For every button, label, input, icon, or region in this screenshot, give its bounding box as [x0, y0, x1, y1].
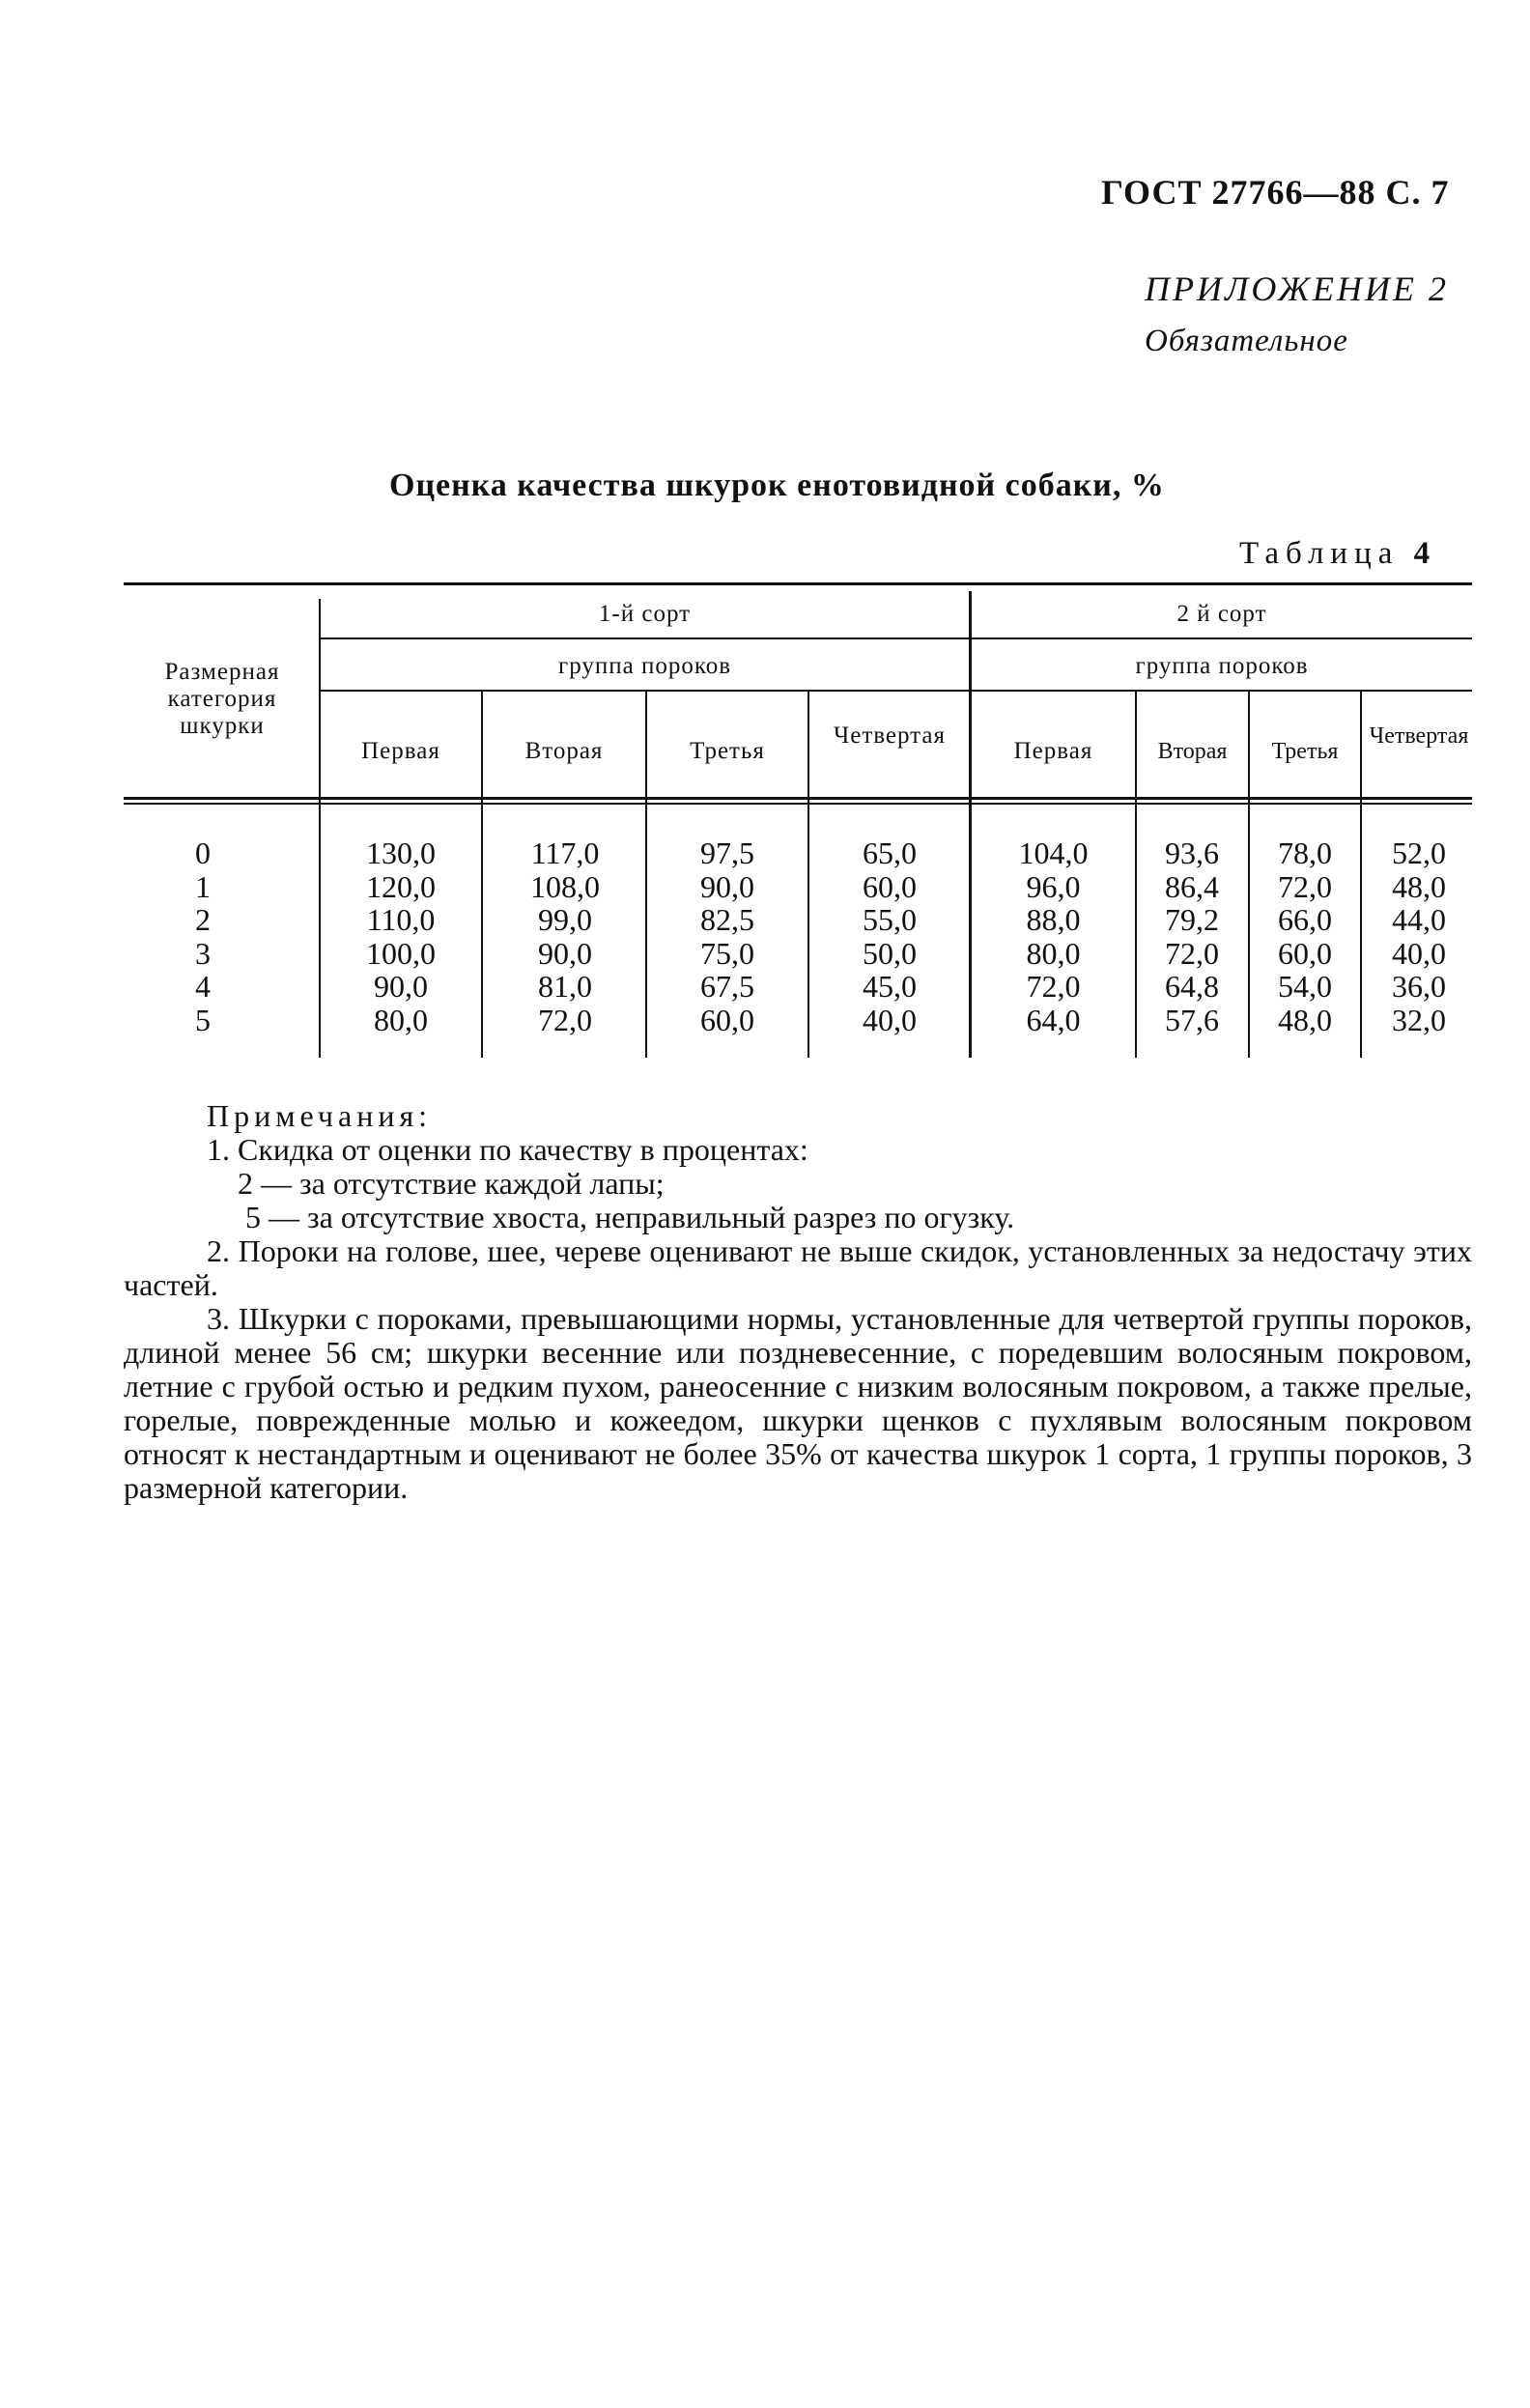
- quality-table: [0, 0, 1530, 1082]
- value-cell: 32,0: [1392, 1002, 1446, 1037]
- value-cell: 40,0: [1392, 935, 1446, 971]
- grade1-fourth-column: [817, 836, 962, 1037]
- column-header: Четвертая: [1369, 723, 1469, 749]
- value-cell: 66,0: [1278, 902, 1332, 938]
- grade2-second-column: [1140, 836, 1244, 1037]
- value-cell: 36,0: [1392, 969, 1446, 1005]
- value-cell: 78,0: [1278, 836, 1332, 870]
- value-cell: 52,0: [1392, 836, 1446, 870]
- grade-1-defects-group: группа пороков: [557, 653, 732, 679]
- value-cell: 48,0: [1392, 868, 1446, 904]
- value-cell: 54,0: [1278, 969, 1332, 1005]
- value-cell: 57,6: [1165, 1002, 1219, 1037]
- grade2-fourth-column: [1366, 836, 1472, 1037]
- value-cell: 130,0: [366, 836, 436, 870]
- standard-number: ГОСТ 27766—88 С. 7: [1101, 173, 1450, 212]
- value-cell: 40,0: [863, 1002, 917, 1037]
- value-cell: 108,0: [530, 868, 600, 904]
- grade1-third-column: [655, 836, 800, 1037]
- grade-1-header: 1-й сорт: [598, 601, 692, 627]
- category-column: [155, 836, 251, 1037]
- table-label-text: Таблица: [1239, 536, 1400, 571]
- column-divider: [1360, 692, 1362, 1058]
- value-cell: 100,0: [366, 935, 436, 971]
- category-cell: 3: [195, 935, 211, 971]
- value-cell: 110,0: [366, 902, 436, 938]
- column-header: Третья: [1271, 739, 1339, 764]
- value-cell: 82,5: [700, 902, 754, 938]
- value-cell: 55,0: [863, 902, 917, 938]
- value-cell: 60,0: [700, 1002, 754, 1037]
- column-header: Третья: [690, 738, 765, 764]
- value-cell: 60,0: [863, 868, 917, 904]
- column-divider: [808, 692, 809, 1058]
- note-1-item-a: 2 — за отсутствие каждой лапы;: [238, 1166, 665, 1201]
- header-bottom-rule-2: [124, 803, 1472, 805]
- column-header: Вторая: [1157, 739, 1228, 764]
- value-cell: 80,0: [374, 1002, 428, 1037]
- category-cell: 5: [195, 1002, 211, 1037]
- value-cell: 90,0: [700, 868, 754, 904]
- column-header: Вторая: [524, 738, 604, 764]
- table-number: 4: [1413, 536, 1431, 571]
- value-cell: 75,0: [700, 935, 754, 971]
- value-cell: 93,6: [1165, 836, 1219, 870]
- value-cell: 72,0: [1026, 969, 1081, 1005]
- grade-2-defects-group: группа пороков: [1135, 653, 1309, 679]
- value-cell: 65,0: [863, 836, 917, 870]
- appendix-status: Обязательное: [1145, 324, 1348, 358]
- value-cell: 90,0: [374, 969, 428, 1005]
- column-header: Четвертая: [833, 722, 947, 749]
- appendix-label: ПРИЛОЖЕНИЕ 2: [1145, 269, 1449, 308]
- value-cell: 72,0: [538, 1002, 592, 1037]
- category-cell: 4: [195, 969, 211, 1005]
- grade2-third-column: [1253, 836, 1357, 1037]
- note-2: 2. Пороки на голове, шее, череве оценивают не выше скидок, установленных за недостачу этих частей.: [124, 1233, 1472, 1302]
- value-cell: 60,0: [1278, 935, 1332, 971]
- note-1-item-b: 5 — за отсутствие хвоста, неправильный разрез по огузку.: [245, 1200, 1015, 1234]
- notes-heading: Примечания:: [207, 1098, 433, 1133]
- value-cell: 80,0: [1026, 935, 1081, 971]
- column-header: Первая: [1013, 738, 1093, 764]
- value-cell: 81,0: [538, 969, 592, 1005]
- value-cell: 50,0: [863, 935, 917, 971]
- value-cell: 88,0: [1026, 902, 1081, 938]
- value-cell: 45,0: [863, 969, 917, 1005]
- grade-rule: [319, 637, 1472, 639]
- grade2-first-column: [979, 836, 1127, 1037]
- row-header: Размерная категория шкурки: [164, 659, 280, 739]
- value-cell: 86,4: [1165, 868, 1219, 904]
- value-cell: 64,8: [1165, 969, 1219, 1005]
- value-cell: 120,0: [366, 868, 436, 904]
- grade-2-header: 2 й сорт: [1176, 601, 1267, 627]
- category-cell: 2: [195, 902, 211, 938]
- value-cell: 72,0: [1278, 868, 1332, 904]
- value-cell: 44,0: [1392, 902, 1446, 938]
- category-cell: 1: [195, 868, 211, 904]
- value-cell: 96,0: [1026, 868, 1081, 904]
- value-cell: 97,5: [700, 836, 754, 870]
- group-rule: [319, 690, 1472, 692]
- value-cell: 67,5: [700, 969, 754, 1005]
- grade1-second-column: [493, 836, 638, 1037]
- table-top-rule: [124, 582, 1472, 585]
- value-cell: 64,0: [1026, 1002, 1081, 1037]
- value-cell: 72,0: [1165, 935, 1219, 971]
- notes-section: [124, 1099, 1472, 1505]
- category-cell: 0: [195, 836, 211, 870]
- header-bottom-rule: [124, 797, 1472, 800]
- note-3: 3. Шкурки с пороками, превышающими нормы, установленные для четвертой группы пороков, длиной менее 56 см; шкурки весенние или поздневесенние, с поредевшим волосяным покровом, летние с грубой остью и редким пухом, ранеосенние с низким волосяным покровом, а также прелые, горелые, поврежденные молью и кожеедом, шкурки щенков с пухлявым волосяным покровом относят к нестандартным и оценивают не более 35% от качества шкурок 1 сорта, 1 группы пороков, 3 размерной категории.: [124, 1301, 1472, 1505]
- value-cell: 48,0: [1278, 1002, 1332, 1037]
- value-cell: 79,2: [1165, 902, 1219, 938]
- note-1: 1. Скидка от оценки по качеству в процентах:: [207, 1132, 808, 1167]
- value-cell: 117,0: [530, 836, 600, 870]
- column-header: Первая: [361, 738, 440, 764]
- value-cell: 104,0: [1018, 836, 1089, 870]
- value-cell: 99,0: [538, 902, 592, 938]
- value-cell: 90,0: [538, 935, 592, 971]
- document-title: Оценка качества шкурок енотовидной собаки, %: [389, 467, 1165, 503]
- grade1-first-column: [328, 836, 473, 1037]
